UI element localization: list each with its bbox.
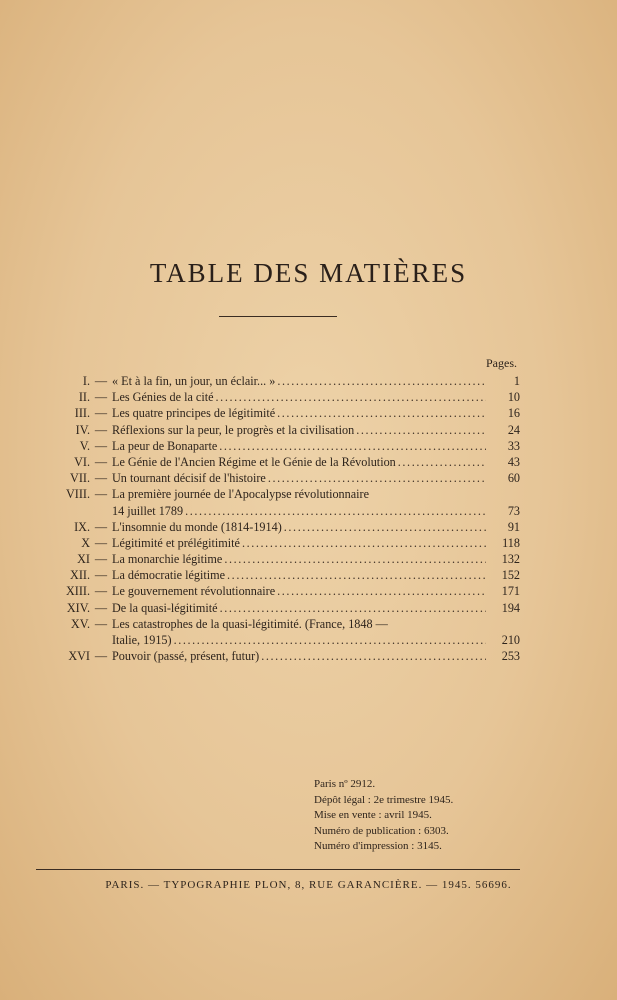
em-dash: — <box>94 422 108 437</box>
imprint-block <box>314 777 453 855</box>
chapter-number: IV. <box>75 422 90 437</box>
em-dash: — <box>94 600 108 615</box>
page-number: 91 <box>507 519 520 534</box>
chapter-title: Réflexions sur la peur, le progrès et la civilisation <box>112 422 355 437</box>
chapter-title-continuation: 14 juillet 1789 <box>112 503 184 518</box>
toc-entry-continuation <box>30 632 520 648</box>
chapter-title: Un tournant décisif de l'histoire <box>112 471 266 486</box>
toc-entry <box>30 405 520 421</box>
em-dash: — <box>94 374 108 388</box>
pages-column-heading: Pages. <box>486 356 517 370</box>
leader-dots <box>261 648 486 664</box>
chapter-title: De la quasi-légitimité <box>112 600 218 615</box>
page-title: TABLE DES MATIÈRES <box>149 258 468 288</box>
chapter-title: La peur de Bonaparte <box>112 438 218 453</box>
em-dash: — <box>94 568 108 583</box>
leader-dots <box>284 519 486 535</box>
page-number: 194 <box>501 600 520 615</box>
page-number: 210 <box>501 633 520 647</box>
chapter-title: Les Génies de la cité <box>112 390 214 405</box>
em-dash: — <box>94 438 108 453</box>
toc-entry <box>30 519 520 535</box>
leader-dots <box>277 583 486 599</box>
leader-dots <box>185 503 486 519</box>
toc-entry <box>30 616 520 632</box>
em-dash: — <box>94 406 108 421</box>
chapter-title: Les quatre principes de légitimité <box>112 406 276 421</box>
chapter-number: V. <box>79 438 90 453</box>
chapter-number: VII. <box>70 471 90 486</box>
page-number: 132 <box>501 552 520 567</box>
toc-entry <box>30 600 520 616</box>
leader-dots <box>219 438 486 454</box>
leader-dots <box>398 454 486 470</box>
em-dash: — <box>94 519 108 534</box>
toc-entry <box>30 470 520 486</box>
chapter-title: « Et à la fin, un jour, un éclair... » <box>112 374 276 388</box>
em-dash: — <box>94 390 108 405</box>
chapter-number: XIII. <box>65 584 90 599</box>
em-dash: — <box>94 487 108 502</box>
page-number: 152 <box>501 568 520 583</box>
em-dash: — <box>94 649 108 664</box>
chapter-title: Pouvoir (passé, présent, futur) <box>112 649 260 664</box>
leader-dots <box>220 600 486 616</box>
em-dash: — <box>94 584 108 599</box>
chapter-number: X <box>81 535 90 550</box>
leader-dots <box>242 535 486 551</box>
chapter-title: Les catastrophes de la quasi-légitimité. (France, 1848 — <box>112 616 388 631</box>
leader-dots <box>224 551 486 567</box>
toc-entry <box>30 567 520 583</box>
leader-dots <box>356 422 486 438</box>
chapter-title-continuation: Italie, 1915) <box>112 633 172 647</box>
toc-entry <box>30 583 520 599</box>
page-number: 60 <box>507 471 520 486</box>
chapter-title: La démocratie légitime <box>112 568 226 583</box>
leader-dots <box>227 567 486 583</box>
chapter-number: XII. <box>70 568 90 583</box>
chapter-number: III. <box>74 406 90 421</box>
toc-entry <box>30 648 520 664</box>
page-number: 1 <box>513 374 520 388</box>
toc-entry-continuation <box>30 503 520 519</box>
imprint-line: Numéro d'impression : 3145. <box>314 840 442 853</box>
leader-dots <box>174 632 486 648</box>
chapter-number: XVI <box>68 649 90 664</box>
em-dash: — <box>94 471 108 486</box>
toc-entry <box>30 551 520 567</box>
chapter-number: I. <box>82 374 90 388</box>
page-number: 33 <box>507 438 520 453</box>
page-number: 253 <box>501 649 520 664</box>
page-number: 43 <box>507 454 520 469</box>
leader-dots <box>277 405 486 421</box>
em-dash: — <box>94 616 108 631</box>
em-dash: — <box>94 535 108 550</box>
chapter-number: XIV. <box>66 600 90 615</box>
leader-dots <box>268 470 486 486</box>
imprint-line: Mise en vente : avril 1945. <box>314 809 432 822</box>
chapter-title: L'insomnie du monde (1814-1914) <box>112 519 282 534</box>
page-number: 118 <box>502 535 520 550</box>
page-number: 24 <box>507 422 520 437</box>
page-number: 16 <box>507 406 520 421</box>
imprint-line: Paris nº 2912. <box>314 778 376 790</box>
chapter-title: Légitimité et prélégitimité <box>112 535 240 550</box>
footer-divider <box>36 869 520 870</box>
em-dash: — <box>94 552 108 567</box>
chapter-number: IX. <box>74 519 90 534</box>
imprint-line: Dépôt légal : 2e trimestre 1945. <box>314 793 454 806</box>
chapter-title: La monarchie légitime <box>112 552 223 567</box>
imprint-line: Numéro de publication : 6303. <box>314 824 449 837</box>
chapter-number: XV. <box>70 616 90 631</box>
table-of-contents <box>30 373 520 664</box>
leader-dots <box>216 389 486 405</box>
toc-entry <box>30 389 520 405</box>
chapter-number: XI <box>77 552 90 567</box>
toc-entry <box>30 438 520 454</box>
toc-entry <box>30 373 520 389</box>
toc-entry <box>30 535 520 551</box>
toc-entry <box>30 422 520 438</box>
title-divider <box>219 316 337 317</box>
page-number: 73 <box>507 503 520 518</box>
printer-footer: PARIS. — TYPOGRAPHIE PLON, 8, RUE GARANCIÈRE. — 1945. 56696. <box>105 879 512 891</box>
chapter-number: VIII. <box>65 487 90 502</box>
chapter-number: II. <box>78 390 90 405</box>
leader-dots <box>277 373 486 389</box>
toc-entry <box>30 486 520 502</box>
page-number: 171 <box>501 584 520 599</box>
em-dash: — <box>94 454 108 469</box>
page-number: 10 <box>507 390 520 405</box>
chapter-title: Le Génie de l'Ancien Régime et le Génie de la Révolution <box>112 454 396 469</box>
chapter-title: La première journée de l'Apocalypse révolutionnaire <box>112 487 370 502</box>
toc-entry <box>30 454 520 470</box>
chapter-title: Le gouvernement révolutionnaire <box>112 584 276 599</box>
chapter-number: VI. <box>74 454 90 469</box>
